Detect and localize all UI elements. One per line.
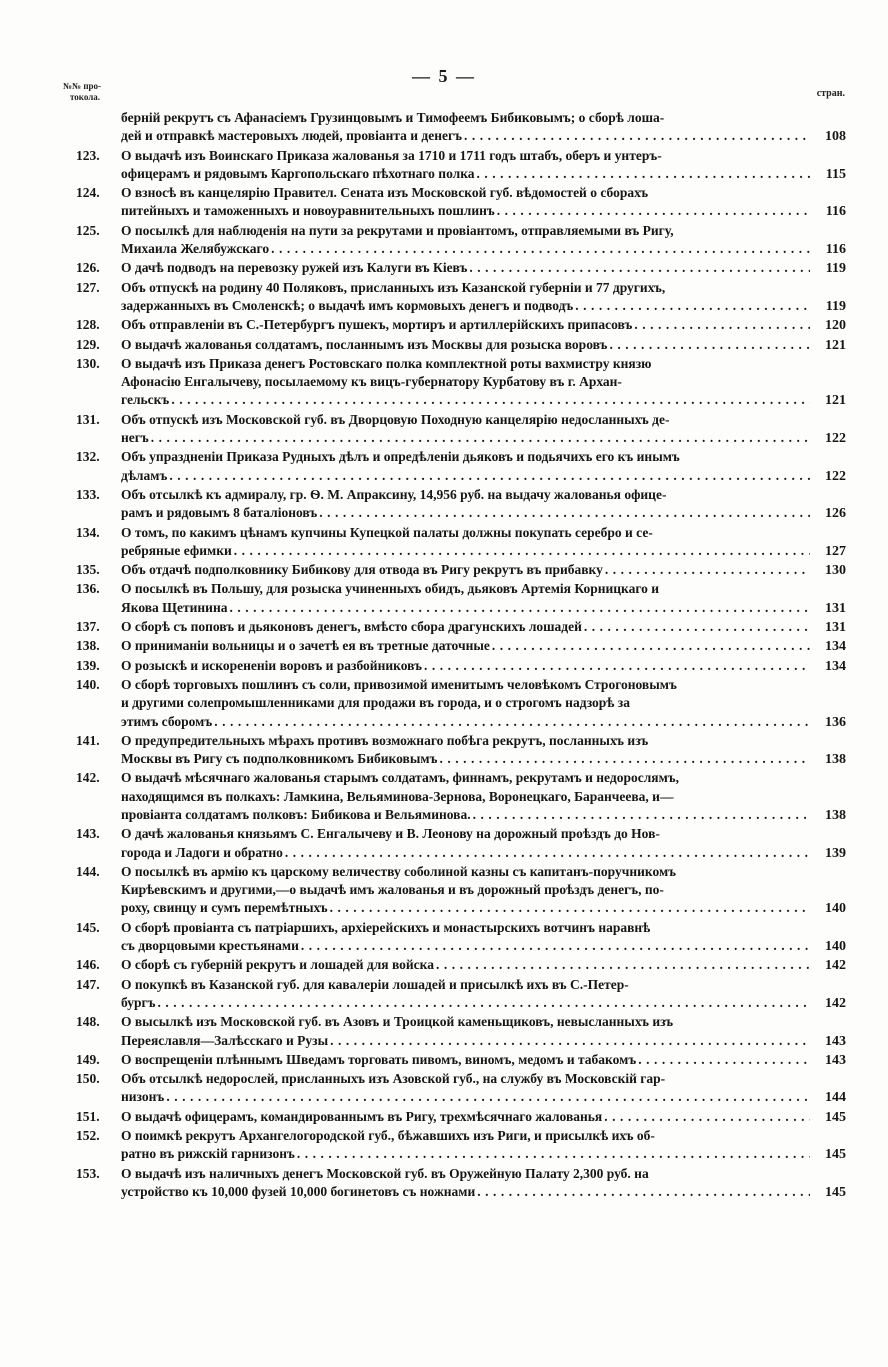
- entry-number: 142.: [76, 770, 100, 786]
- entry-text: О сборѣ съ поповъ и дьяконовъ денегъ, вмѣсто сбора драгунскихъ лошадей: [121, 619, 582, 635]
- entry-text: офицерамъ и рядовымъ Каргопольскаго пѣхотнаго полка: [121, 165, 475, 181]
- entry-number: 127.: [76, 279, 100, 295]
- entry-text: низонъ: [121, 1089, 165, 1105]
- toc-entry-line: [121, 448, 846, 466]
- toc-entry-line: [121, 657, 846, 676]
- entry-text: Объ отсылкѣ къ адмиралу, гр. Ѳ. М. Апраксину, 14,956 руб. на выдачу жалованья офице-: [121, 486, 667, 502]
- toc-entry: [76, 524, 846, 562]
- entry-text: ребряные ефимки: [121, 542, 232, 558]
- entry-number: 147.: [76, 976, 100, 992]
- dot-leader: [604, 1108, 810, 1126]
- page-ref: 131: [825, 600, 846, 616]
- toc-entry: [76, 184, 846, 222]
- toc-entry-line: [121, 994, 846, 1013]
- toc-entry-line: [121, 788, 846, 806]
- toc-entry: [76, 1108, 846, 1127]
- entry-text: берній рекрутъ съ Афанасіемъ Грузинцовымъ и Тимофеемъ Бибиковымъ; о сборѣ лоша-: [121, 110, 665, 125]
- entry-text: негъ: [121, 430, 149, 446]
- toc-entry-line: [121, 825, 846, 843]
- page-ref: 136: [825, 714, 846, 730]
- entry-number: 152.: [76, 1128, 100, 1144]
- table-of-contents: [76, 109, 846, 1202]
- entry-text: О приниманіи вольницы и о зачетѣ ея въ третные даточные: [121, 638, 490, 654]
- toc-entry-line: [121, 429, 846, 448]
- toc-entry-line: [121, 769, 846, 787]
- toc-entry: [76, 411, 846, 449]
- entry-text: О выдачѣ мѣсячнаго жалованья старымъ солдатамъ, финнамъ, рекрутамъ и недорослямъ,: [121, 770, 680, 786]
- entry-text: О воспрещеніи плѣннымъ Шведамъ торговать пивомъ, виномъ, медомъ и табакомъ: [121, 1051, 637, 1067]
- dot-leader: [230, 599, 811, 617]
- entry-text: съ дворцовыми крестьянами: [121, 938, 299, 954]
- entry-number: 139.: [76, 657, 100, 673]
- toc-entry-line: [121, 467, 846, 486]
- toc-entry: [76, 863, 846, 919]
- dot-leader: [330, 1032, 810, 1050]
- entry-number: 144.: [76, 863, 100, 879]
- toc-entry-line: [121, 1165, 846, 1183]
- toc-entry: [76, 316, 846, 335]
- toc-entry: [76, 956, 846, 975]
- toc-entry: [76, 1051, 846, 1070]
- page-column-header: стран.: [816, 88, 845, 99]
- dot-leader: [439, 750, 810, 768]
- toc-entry-line: [121, 694, 846, 712]
- entry-number: 140.: [76, 676, 100, 692]
- entry-text: О выдачѣ изъ Приказа денегъ Ростовскаго полка комплектной роты вахмистру князю: [121, 355, 652, 371]
- page-ref: 127: [825, 543, 846, 559]
- toc-entry: [76, 448, 846, 486]
- entry-text: устройство къ 10,000 фузей 10,000 богинетовъ съ ножнами: [121, 1183, 476, 1199]
- protocol-column-header-line1: №№ про-: [63, 81, 102, 91]
- dot-leader: [151, 429, 810, 447]
- entry-text: гельскъ: [121, 392, 170, 408]
- dot-leader: [497, 202, 810, 220]
- toc-entry-line: [121, 316, 846, 335]
- dot-leader: [301, 937, 810, 955]
- page-ref: 121: [825, 393, 846, 409]
- dot-leader: [634, 316, 810, 334]
- page-ref: 122: [825, 431, 846, 447]
- entry-number: 136.: [76, 581, 100, 597]
- entry-number: 124.: [76, 185, 100, 201]
- toc-entry-line: [121, 1108, 846, 1127]
- toc-entry-line: [121, 1013, 846, 1031]
- toc-entry: [76, 1013, 846, 1051]
- entry-text: находящимся въ полкахъ: Ламкина, Вельяминова-Зернова, Воронецкаго, Баранчеева, и—: [121, 788, 674, 804]
- dot-leader: [584, 618, 810, 636]
- toc-entry: [76, 732, 846, 770]
- dot-leader: [158, 994, 811, 1012]
- entry-text: О сборѣ провіанта съ патріаршихъ, архіерейскихъ и монастырскихъ вотчинъ наравнѣ: [121, 919, 651, 935]
- entry-number: 150.: [76, 1071, 100, 1087]
- page-ref: 134: [825, 639, 846, 655]
- toc-entry: [76, 637, 846, 656]
- toc-entry: [76, 676, 846, 732]
- toc-entry-line: [121, 732, 846, 750]
- toc-entry-line: [121, 542, 846, 561]
- entry-text: О розыскѣ и искорененіи воровъ и разбойниковъ: [121, 657, 422, 673]
- page-ref: 121: [825, 337, 846, 353]
- toc-entry-line: [121, 580, 846, 598]
- toc-entry: [76, 147, 846, 185]
- entry-text: О предупредительныхъ мѣрахъ противъ возможнаго побѣга рекрутъ, посланныхъ изъ: [121, 732, 649, 748]
- toc-entry-line: [121, 561, 846, 580]
- entry-number: 128.: [76, 317, 100, 333]
- dot-leader: [319, 504, 810, 522]
- toc-entry: [76, 825, 846, 863]
- toc-entry: [76, 657, 846, 676]
- dot-leader: [477, 165, 810, 183]
- entry-number: 151.: [76, 1108, 100, 1124]
- toc-entry-line: [121, 1183, 846, 1202]
- page-ref: 143: [825, 1033, 846, 1049]
- entry-text: Объ отдачѣ подполковнику Бибикову для отвода въ Ригу рекрутъ въ прибавку: [121, 562, 603, 578]
- dot-leader: [575, 297, 810, 315]
- entry-number: 130.: [76, 355, 100, 371]
- dot-leader: [424, 657, 810, 675]
- entry-number: 146.: [76, 957, 100, 973]
- entry-text: провіанта солдатамъ полковъ: Бибикова и Вельяминова.: [121, 806, 471, 822]
- dot-leader: [171, 391, 810, 409]
- entry-text: О дачѣ подводъ на перевозку ружей изъ Калуги въ Кіевъ: [121, 260, 468, 276]
- toc-entry-line: [121, 391, 846, 410]
- page-ref: 131: [825, 620, 846, 636]
- toc-entry: [76, 1127, 846, 1165]
- entry-number: 138.: [76, 638, 100, 654]
- entry-text: Объ упраздненіи Приказа Рудныхъ дѣлъ и опредѣленіи дьяковъ и подьячихъ его къ инымъ: [121, 449, 680, 465]
- entry-number: 133.: [76, 486, 100, 502]
- toc-entry: [76, 561, 846, 580]
- entry-text: О томъ, по какимъ цѣнамъ купчины Купецкой палаты должны покупать серебро и се-: [121, 524, 653, 540]
- page-ref: 122: [825, 468, 846, 484]
- toc-entry-line: [121, 240, 846, 259]
- entry-number: 126.: [76, 260, 100, 276]
- toc-entry-line: [121, 524, 846, 542]
- page-ref: 145: [825, 1184, 846, 1200]
- toc-entry: [76, 222, 846, 260]
- entry-text: О выдачѣ офицерамъ, командированнымъ въ Ригу, трехмѣсячнаго жалованья: [121, 1108, 603, 1124]
- toc-entry-line: [121, 373, 846, 391]
- toc-entry-line: [121, 486, 846, 504]
- toc-entry-line: [121, 750, 846, 769]
- entry-number: 153.: [76, 1165, 100, 1181]
- entry-text: О посылкѣ для наблюденія на пути за рекрутами и провіантомъ, отправляемыми въ Ригу,: [121, 222, 674, 238]
- toc-entry-line: [121, 279, 846, 297]
- dot-leader: [492, 637, 810, 655]
- page-ref: 134: [825, 658, 846, 674]
- dot-leader: [214, 713, 810, 731]
- entry-text: О сборѣ торговыхъ пошлинъ съ соли, привозимой именитымъ человѣкомъ Строгоновымъ: [121, 676, 677, 692]
- dot-leader: [285, 844, 810, 862]
- entry-text: Переяславля—Залѣсскаго и Рузы: [121, 1032, 329, 1048]
- entry-text: О выдачѣ жалованья солдатамъ, посланнымъ изъ Москвы для розыска воровъ: [121, 336, 608, 352]
- toc-entry-line: [121, 599, 846, 618]
- toc-entry-line: [121, 806, 846, 825]
- toc-entry: [76, 109, 846, 147]
- dot-leader: [605, 561, 810, 579]
- page-ref: 142: [825, 995, 846, 1011]
- page-ref: 145: [825, 1109, 846, 1125]
- page-ref: 108: [825, 129, 846, 145]
- page-ref: 116: [825, 242, 846, 258]
- toc-entry-line: [121, 1032, 846, 1051]
- toc-entry-line: [121, 165, 846, 184]
- page-ref: 138: [825, 807, 846, 823]
- toc-entry-line: [121, 919, 846, 937]
- page-ref: 140: [825, 901, 846, 917]
- toc-entry-line: [121, 504, 846, 523]
- entry-text: Объ отпускѣ изъ Московской губ. въ Дворцовую Походную канцелярію недосланныхъ де-: [121, 411, 670, 427]
- toc-entry-line: [121, 355, 846, 373]
- entry-text: Объ отсылкѣ недорослей, присланныхъ изъ Азовской губ., на службу въ Московскій гар-: [121, 1071, 666, 1087]
- entry-text: роху, свинцу и сумъ перемѣтныхъ: [121, 900, 328, 916]
- entry-text: О взносѣ въ канцелярію Правител. Сената изъ Московской губ. вѣдомостей о сборахъ: [121, 185, 649, 201]
- dot-leader: [609, 336, 810, 354]
- entry-text: О высылкѣ изъ Московской губ. въ Азовъ и Троицкой каменьщиковъ, невысланныхъ изъ: [121, 1014, 674, 1030]
- page-ref: 119: [825, 298, 846, 314]
- entry-number: 125.: [76, 222, 100, 238]
- page-ref: 130: [825, 563, 846, 579]
- page-ref: 120: [825, 318, 846, 334]
- page-ref: 119: [825, 261, 846, 277]
- toc-entry-line: [121, 1145, 846, 1164]
- entry-number: 129.: [76, 336, 100, 352]
- toc-entry-line: [121, 713, 846, 732]
- page-ref: 144: [825, 1090, 846, 1106]
- entry-text: О покупкѣ въ Казанской губ. для кавалеріи лошадей и присылкѣ ихъ въ С.-Петер-: [121, 976, 629, 992]
- entry-text: Афонасію Енгалычеву, посылаемому къ вицъ-губернатору Курбатову въ г. Архан-: [121, 374, 622, 390]
- toc-entry: [76, 279, 846, 317]
- toc-entry-line: [121, 899, 846, 918]
- toc-entry-line: [121, 863, 846, 881]
- toc-entry: [76, 769, 846, 825]
- toc-entry-line: [121, 109, 846, 127]
- entry-number: 134.: [76, 524, 100, 540]
- toc-entry-line: [121, 937, 846, 956]
- toc-entry-line: [121, 259, 846, 278]
- page-ref: 139: [825, 845, 846, 861]
- entry-text: питейныхъ и таможенныхъ и новоуравнительныхъ пошлинъ: [121, 203, 495, 219]
- page-ref: 126: [825, 506, 846, 522]
- entry-number: 145.: [76, 919, 100, 935]
- toc-entry-line: [121, 1070, 846, 1088]
- dot-leader: [169, 467, 810, 485]
- entry-text: этимъ сборомъ: [121, 713, 213, 729]
- toc-entry: [76, 580, 846, 618]
- toc-entry-line: [121, 184, 846, 202]
- dot-leader: [477, 1183, 810, 1201]
- entry-text: Кирѣевскимъ и другими,—о выдачѣ имъ жалованья и въ дорожный проѣздъ денегъ, по-: [121, 882, 664, 898]
- entry-text: О выдачѣ изъ Воинскаго Приказа жалованья за 1710 и 1711 годъ штабъ, оберъ и унтеръ-: [121, 147, 662, 163]
- toc-entry: [76, 259, 846, 278]
- entry-text: ратно въ рижскій гарнизонъ: [121, 1146, 295, 1162]
- toc-entry-line: [121, 411, 846, 429]
- entry-text: Михаила Желябужскаго: [121, 241, 270, 257]
- toc-entry: [76, 336, 846, 355]
- entry-text: О дачѣ жалованья князьямъ С. Енгалычеву и В. Леонову на дорожный проѣздъ до Нов-: [121, 826, 660, 842]
- toc-entry-line: [121, 202, 846, 221]
- entry-text: и другими солепромышленниками для продажи въ города, и о строгомъ надзорѣ за: [121, 695, 630, 711]
- entry-text: Объ отпускѣ на родину 40 Поляковъ, присланныхъ изъ Казанской губерніи и 77 другихъ,: [121, 279, 666, 295]
- dot-leader: [638, 1051, 810, 1069]
- dot-leader: [469, 259, 810, 277]
- entry-number: 148.: [76, 1014, 100, 1030]
- entry-text: дѣламъ: [121, 467, 168, 483]
- toc-entry: [76, 919, 846, 957]
- toc-entry: [76, 355, 846, 411]
- entry-text: О сборѣ съ губерній рекрутъ и лошадей для войска: [121, 957, 434, 973]
- protocol-column-header-line2: токола.: [70, 92, 101, 102]
- page-ref: 115: [825, 166, 846, 182]
- toc-entry-line: [121, 147, 846, 165]
- toc-entry-line: [121, 1127, 846, 1145]
- entry-text: Объ отправленіи въ С.-Петербургъ пушекъ, мортиръ и артиллерійскихъ припасовъ: [121, 317, 633, 333]
- page-ref: 116: [825, 204, 846, 220]
- dot-leader: [436, 956, 810, 974]
- dot-leader: [166, 1088, 810, 1106]
- dot-leader: [330, 899, 810, 917]
- entry-text: задержанныхъ въ Смоленскѣ; о выдачѣ имъ кормовыхъ денегъ и подводъ: [121, 297, 574, 313]
- entry-number: 135.: [76, 562, 100, 578]
- toc-entry-line: [121, 1088, 846, 1107]
- entry-text: Якова Щетинина: [121, 599, 228, 615]
- toc-entry-line: [121, 637, 846, 656]
- entry-text: города и Ладоги и обратно: [121, 844, 283, 860]
- toc-entry-line: [121, 618, 846, 637]
- entry-number: 131.: [76, 411, 100, 427]
- page-ref: 143: [825, 1052, 846, 1068]
- toc-entry-line: [121, 336, 846, 355]
- entry-text: дей и отправкѣ мастеровыхъ людей, провіанта и денегъ: [121, 128, 463, 144]
- entry-text: Москвы въ Ригу съ подполковникомъ Бибиковымъ: [121, 751, 438, 767]
- toc-entry-line: [121, 844, 846, 863]
- entry-text: О посылкѣ въ армію къ царскому величеству соболиной казны съ капитанъ-поручникомъ: [121, 863, 677, 879]
- dot-leader: [234, 542, 810, 560]
- toc-entry-line: [121, 881, 846, 899]
- toc-entry: [76, 486, 846, 524]
- entry-text: рамъ и рядовымъ 8 баталіоновъ: [121, 505, 318, 521]
- entry-text: О поимкѣ рекрутъ Архангелогородской губ., бѣжавшихъ изъ Риги, и присылкѣ ихъ об-: [121, 1128, 655, 1144]
- toc-entry: [76, 1165, 846, 1203]
- entry-text: О посылкѣ въ Польшу, для розыска учиненныхъ обидъ, дьяковъ Артемія Корницкаго и: [121, 581, 660, 597]
- page-ref: 145: [825, 1147, 846, 1163]
- page-ref: 138: [825, 752, 846, 768]
- entry-number: 137.: [76, 619, 100, 635]
- toc-entry: [76, 1070, 846, 1108]
- dot-leader: [297, 1145, 810, 1163]
- page-ref: 142: [825, 958, 846, 974]
- protocol-number-column-header: [63, 81, 101, 103]
- entry-text: бургъ: [121, 994, 156, 1010]
- entry-text: О выдачѣ изъ наличныхъ денегъ Московской губ. въ Оружейную Палату 2,300 руб. на: [121, 1165, 649, 1181]
- dot-leader: [464, 127, 810, 145]
- entry-number: 143.: [76, 826, 100, 842]
- toc-entry-line: [121, 127, 846, 146]
- dot-leader: [271, 240, 810, 258]
- page-number-header: — 5 —: [412, 66, 476, 86]
- toc-entry-line: [121, 956, 846, 975]
- page-ref: 140: [825, 939, 846, 955]
- toc-entry-line: [121, 297, 846, 316]
- toc-entry: [76, 976, 846, 1014]
- toc-entry: [76, 618, 846, 637]
- entry-number: 123.: [76, 147, 100, 163]
- entry-number: 141.: [76, 732, 100, 748]
- toc-entry-line: [121, 676, 846, 694]
- entry-number: 149.: [76, 1051, 100, 1067]
- entry-number: 132.: [76, 449, 100, 465]
- toc-entry-line: [121, 976, 846, 994]
- toc-entry-line: [121, 1051, 846, 1070]
- toc-entry-line: [121, 222, 846, 240]
- dot-leader: [473, 806, 810, 824]
